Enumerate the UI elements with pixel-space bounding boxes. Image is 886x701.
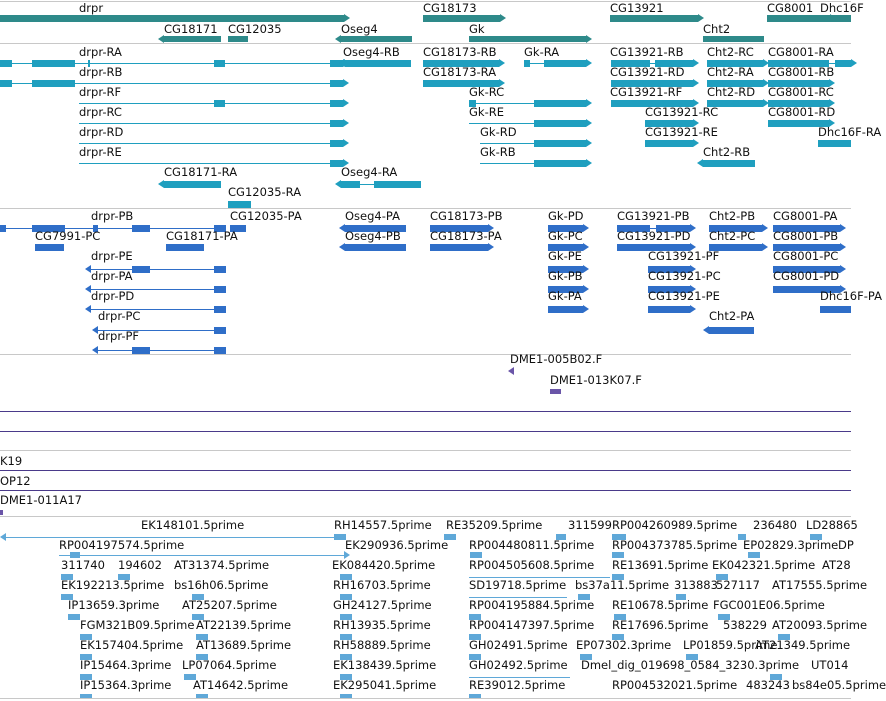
transcript-drpr-RA-exon[interactable]	[32, 60, 75, 67]
est-label[interactable]: AT21349.5prime	[755, 638, 851, 652]
protein-label[interactable]: CG8001-PC	[773, 249, 839, 263]
transcript-CG13921-RE-strand-arrow	[693, 139, 699, 147]
protein-label[interactable]: CG8001-PA	[773, 209, 838, 223]
est-label[interactable]: 311599	[568, 518, 612, 532]
transcript-CG13921-RD-strand-arrow	[693, 79, 699, 87]
transcript-CG13921-RB-strand-arrow	[693, 59, 699, 67]
est-label[interactable]: IP15464.3prime	[80, 658, 172, 672]
protein-label[interactable]: drpr-PB	[91, 209, 134, 223]
est-label[interactable]: UT014	[811, 658, 849, 672]
gene-CG18171-arrow	[158, 35, 164, 43]
protein-drpr-PE-exon[interactable]	[214, 266, 226, 273]
est-label[interactable]: EP07302.3prime	[576, 638, 672, 652]
transcript-Oseg4-RA-exon[interactable]	[341, 181, 360, 188]
est-label[interactable]: 527117	[716, 578, 760, 592]
transcript-label[interactable]: Cht2-RA	[707, 65, 754, 79]
est-label[interactable]: 483243	[746, 678, 790, 692]
protein-Oseg4-PB-exon[interactable]	[345, 244, 406, 251]
transcript-drpr-RF-exon[interactable]	[214, 100, 225, 107]
gene-label[interactable]: Cht2	[703, 22, 731, 36]
transcript-drpr-RA-exon[interactable]	[214, 60, 225, 67]
transcript-drpr-RE-intron	[79, 163, 343, 164]
transcript-Dhc16F-RA-exon[interactable]	[818, 140, 851, 147]
gene-Cht2[interactable]	[703, 36, 764, 42]
est-label[interactable]: RH58889.5prime	[333, 638, 431, 652]
est-label[interactable]: RP004195884.5prime	[469, 598, 595, 612]
est-label[interactable]: RE35209.5prime	[446, 518, 543, 532]
gene-drpr[interactable]	[0, 15, 344, 22]
protein-Gk-PD-strand-arrow	[583, 224, 589, 232]
transcript-drpr-RD-exon[interactable]	[330, 140, 343, 147]
transcript-label[interactable]: drpr-RA	[79, 45, 122, 59]
est-label[interactable]: LP07064.5prime	[182, 658, 277, 672]
protein-CG13921-PB-strand-arrow	[690, 224, 696, 232]
transcript-label[interactable]: Gk-RE	[469, 105, 504, 119]
transcript-label[interactable]: drpr-RB	[79, 65, 123, 79]
track-divider	[0, 450, 851, 451]
est-label[interactable]: RH14557.5prime	[334, 518, 432, 532]
protein-label[interactable]: CG12035-PA	[230, 209, 302, 223]
transcript-Oseg4-RA-exon[interactable]	[374, 181, 421, 188]
est-label[interactable]: AT22139.5prime	[196, 618, 292, 632]
protein-label[interactable]: CG13921-PB	[617, 209, 690, 223]
protein-label[interactable]: Gk-PB	[548, 269, 583, 283]
protein-drpr-PD-exon[interactable]	[214, 306, 226, 313]
est-label[interactable]: EK138439.5prime	[333, 658, 437, 672]
est-label[interactable]: AT25207.5prime	[182, 598, 278, 612]
transcript-drpr-RD-strand-arrow	[343, 139, 349, 147]
est-label[interactable]: GH02491.5prime	[469, 638, 568, 652]
est-label[interactable]: 313883	[674, 578, 718, 592]
est-label[interactable]: GH02492.5prime	[469, 658, 568, 672]
est-label[interactable]: RH13935.5prime	[333, 618, 431, 632]
transcript-label[interactable]: CG18173-RA	[423, 65, 497, 79]
gene-label[interactable]: Dhc16F	[820, 1, 864, 15]
transcript-label[interactable]: CG18171-RA	[164, 165, 238, 179]
gene-CG12035[interactable]	[228, 36, 248, 42]
transcript-Gk-RB-strand-arrow	[586, 159, 592, 167]
protein-Cht2-PA-exon[interactable]	[709, 327, 754, 334]
est-label[interactable]: FGC001E06.5prime	[713, 598, 825, 612]
transcript-drpr-RB-exon[interactable]	[330, 80, 343, 87]
est-label[interactable]: SD19718.5prime	[469, 578, 567, 592]
transcript-Gk-RE-strand-arrow	[586, 119, 592, 127]
protein-CG18173-PA-exon[interactable]	[430, 244, 488, 251]
est-label[interactable]: RP004260989.5prime	[612, 518, 738, 532]
transcript-label[interactable]: Dhc16F-RA	[818, 125, 882, 139]
protein-drpr-PA-exon[interactable]	[214, 286, 226, 293]
transcript-CG18173-RB-strand-arrow	[499, 59, 505, 67]
transcript-drpr-RF-exon[interactable]	[330, 100, 343, 107]
gene-label[interactable]: Oseg4	[341, 22, 378, 36]
transcript-label[interactable]: Gk-RB	[480, 145, 516, 159]
gene-label[interactable]: CG8001	[767, 1, 814, 15]
est-label[interactable]: EK084420.5prime	[332, 558, 436, 572]
gene-CG13921[interactable]	[610, 15, 698, 22]
protein-Gk-PA-strand-arrow	[583, 305, 589, 313]
gene-Gk-arrow	[586, 35, 592, 43]
protein-label[interactable]: CG18173-PB	[430, 209, 503, 223]
transcript-Oseg4-RA-strand-arrow	[335, 180, 341, 188]
gene-Dhc16F[interactable]	[830, 15, 851, 22]
transcript-Gk-RD-strand-arrow	[586, 139, 592, 147]
protein-Cht2-PA-strand-arrow	[703, 326, 709, 334]
transcript-Oseg4-RB-strand-arrow	[339, 59, 345, 67]
protein-label[interactable]: drpr-PE	[91, 249, 133, 263]
transcript-drpr-RC-exon[interactable]	[330, 120, 343, 127]
transcript-label[interactable]: CG13921-RD	[610, 65, 685, 79]
protein-CG13921-PE-exon[interactable]	[648, 306, 690, 313]
transcript-Oseg4-RB-exon[interactable]	[345, 60, 411, 67]
est-label[interactable]: RP004197574.5prime	[59, 538, 185, 552]
est-feature[interactable]	[340, 694, 352, 698]
est-label[interactable]: bs37a11.5prime	[575, 578, 670, 592]
gene-CG8001[interactable]	[767, 15, 830, 22]
track-divider	[0, 516, 851, 517]
est-label[interactable]: bs84e05.5prime	[792, 678, 886, 692]
protein-CG7991-PC-exon[interactable]	[35, 244, 64, 251]
gene-CG18171[interactable]	[164, 36, 221, 42]
est-label[interactable]: RP004147397.5prime	[469, 618, 595, 632]
clone-DME1-005B02.F-arrow	[508, 367, 514, 375]
gene-drpr-arrow	[344, 14, 350, 22]
protein-drpr-PC-exon[interactable]	[214, 327, 226, 334]
protein-Gk-PA-exon[interactable]	[548, 306, 583, 313]
est-label[interactable]: AT17555.5prime	[772, 578, 868, 592]
protein-label[interactable]: CG13921-PD	[617, 229, 691, 243]
transcript-Gk-RD-exon[interactable]	[534, 140, 586, 147]
protein-drpr-PD-strand-arrow	[85, 305, 91, 313]
gene-Oseg4-arrow	[335, 35, 341, 43]
protein-label[interactable]: drpr-PF	[98, 329, 140, 343]
est-line	[59, 555, 344, 556]
protein-label[interactable]: CG13921-PC	[648, 269, 721, 283]
gene-label[interactable]: CG13921	[610, 1, 664, 15]
est-label[interactable]: LD28865	[806, 518, 858, 532]
transcript-label[interactable]: Oseg4-RB	[343, 45, 400, 59]
est-label[interactable]: RE39012.5prime	[469, 678, 566, 692]
est-label[interactable]: LP01859.5prime	[683, 638, 778, 652]
transcript-drpr-RF-strand-arrow	[343, 99, 349, 107]
clone-label[interactable]: DME1-013K07.F	[550, 373, 642, 387]
est-label[interactable]: Dmel_dig_019698_0584_3230.3prime	[581, 658, 800, 672]
est-label[interactable]: AT14642.5prime	[193, 678, 289, 692]
protein-label[interactable]: drpr-PA	[91, 269, 133, 283]
protein-Cht2-PB-strand-arrow	[762, 224, 768, 232]
protein-Cht2-PC-strand-arrow	[762, 243, 768, 251]
est-label[interactable]: EK157404.5prime	[80, 638, 184, 652]
protein-drpr-PB-exon[interactable]	[0, 225, 6, 232]
protein-label[interactable]: Oseg4-PA	[345, 209, 400, 223]
protein-label[interactable]: CG18173-PA	[430, 229, 502, 243]
est-label[interactable]: IP13659.3prime	[68, 598, 160, 612]
clone-line	[0, 411, 851, 412]
transcript-drpr-RB-exon[interactable]	[0, 80, 12, 87]
transcript-Cht2-RB-exon[interactable]	[703, 160, 755, 167]
protein-label[interactable]: drpr-PD	[91, 289, 135, 303]
protein-label[interactable]: CG13921-PF	[648, 249, 720, 263]
protein-label[interactable]: drpr-PC	[98, 309, 141, 323]
gene-label[interactable]: CG18173	[423, 1, 477, 15]
protein-Gk-PE-strand-arrow	[583, 265, 589, 273]
clone-label[interactable]: DME1-011A17	[0, 493, 82, 507]
est-label[interactable]: RE10678.5prime	[612, 598, 709, 612]
gene-label[interactable]: CG18171	[164, 22, 218, 36]
est-label[interactable]: RH16703.5prime	[333, 578, 431, 592]
gene-label[interactable]: Gk	[469, 22, 485, 36]
clone-line	[0, 470, 851, 471]
est-label[interactable]: 538229	[723, 618, 767, 632]
transcript-label[interactable]: drpr-RF	[79, 85, 122, 99]
transcript-label[interactable]: Gk-RA	[524, 45, 560, 59]
est-label[interactable]: AT13689.5prime	[196, 638, 292, 652]
est-label[interactable]: 194602	[118, 558, 162, 572]
transcript-Gk-RA-exon[interactable]	[524, 60, 530, 67]
gene-CG13921-arrow	[698, 14, 704, 22]
transcript-label[interactable]: CG13921-RF	[610, 85, 683, 99]
gene-label[interactable]: CG12035	[228, 22, 282, 36]
transcript-label[interactable]: CG12035-RA	[228, 185, 302, 199]
protein-label[interactable]: Dhc16F-PA	[820, 289, 882, 303]
protein-Oseg4-PB-strand-arrow	[339, 243, 345, 251]
est-label[interactable]: 311740	[61, 558, 105, 572]
protein-label[interactable]: CG13921-PE	[648, 289, 720, 303]
transcript-CG8001-RA-exon[interactable]	[835, 60, 851, 67]
transcript-label[interactable]: CG8001-RD	[768, 105, 836, 119]
clone-line	[0, 431, 851, 432]
transcript-drpr-RF-intron	[79, 103, 343, 104]
est-label[interactable]: 236480	[753, 518, 797, 532]
transcript-drpr-RD-intron	[79, 143, 343, 144]
est-label[interactable]: RE13691.5prime	[612, 558, 709, 572]
transcript-CG8001-RA-strand-arrow	[851, 59, 857, 67]
protein-Gk-PB-strand-arrow	[583, 285, 589, 293]
clone-label[interactable]: K19	[0, 454, 23, 468]
protein-CG18171-PA-exon[interactable]	[166, 244, 204, 251]
transcript-drpr-RC-strand-arrow	[343, 119, 349, 127]
clone-DME1-011A17[interactable]	[0, 510, 3, 515]
transcript-label[interactable]: drpr-RE	[79, 145, 122, 159]
gene-CG18173-arrow	[500, 14, 506, 22]
protein-CG8001-PC-strand-arrow	[840, 265, 846, 273]
protein-drpr-PF-exon[interactable]	[132, 347, 150, 354]
gene-Gk[interactable]	[469, 36, 586, 42]
transcript-CG18171-RA-exon[interactable]	[164, 181, 221, 188]
transcript-label[interactable]: Gk-RC	[469, 85, 505, 99]
protein-label[interactable]: Gk-PD	[548, 209, 584, 223]
transcript-CG18171-RA-strand-arrow	[158, 180, 164, 188]
protein-label[interactable]: Cht2-PC	[709, 229, 756, 243]
est-label[interactable]: DP	[838, 538, 854, 552]
clone-line	[0, 490, 851, 491]
transcript-label[interactable]: CG13921-RC	[645, 105, 719, 119]
transcript-Gk-RC-exon[interactable]	[534, 100, 586, 107]
est-label[interactable]: EK290936.5prime	[345, 538, 449, 552]
est-label[interactable]: RP004532021.5prime	[612, 678, 738, 692]
clone-label[interactable]: DME1-005B02.F	[510, 352, 603, 366]
track-divider	[0, 43, 851, 44]
est-label[interactable]: EK042321.5prime	[712, 558, 816, 572]
protein-CG8001-PA-strand-arrow	[840, 224, 846, 232]
transcript-drpr-RB-strand-arrow	[343, 79, 349, 87]
est-label[interactable]: EP02829.3prime	[743, 538, 839, 552]
protein-label[interactable]: CG18171-PA	[166, 229, 238, 243]
transcript-Gk-RA-exon[interactable]	[544, 60, 586, 67]
transcript-label[interactable]: CG8001-RB	[768, 65, 835, 79]
protein-CG8001-PB-strand-arrow	[840, 243, 846, 251]
transcript-Cht2-RB-strand-arrow	[697, 159, 703, 167]
est-label[interactable]: RE17696.5prime	[612, 618, 709, 632]
track-divider	[0, 698, 851, 699]
transcript-drpr-RA-exon[interactable]	[0, 60, 12, 67]
est-label[interactable]: EK148101.5prime	[141, 518, 245, 532]
transcript-label[interactable]: CG8001-RC	[768, 85, 834, 99]
transcript-label[interactable]: Cht2-RC	[707, 45, 754, 59]
protein-label[interactable]: Gk-PC	[548, 229, 583, 243]
est-label[interactable]: IP15364.3prime	[80, 678, 172, 692]
protein-CG13921-PE-strand-arrow	[690, 305, 696, 313]
transcript-label[interactable]: CG13921-RE	[645, 125, 718, 139]
protein-label[interactable]: CG8001-PB	[773, 229, 839, 243]
protein-drpr-PE-exon[interactable]	[132, 266, 150, 273]
gene-Oseg4[interactable]	[341, 36, 412, 42]
protein-drpr-PF-strand-arrow	[92, 346, 98, 354]
transcript-label[interactable]: drpr-RD	[79, 125, 124, 139]
est-label[interactable]: EK295041.5prime	[333, 678, 437, 692]
est-feature[interactable]	[68, 614, 80, 620]
est-label[interactable]: RP004480811.5prime	[469, 538, 595, 552]
clone-label[interactable]: OP12	[0, 474, 31, 488]
protein-CG18173-PA-strand-arrow	[488, 243, 494, 251]
protein-Dhc16F-PA-exon[interactable]	[820, 306, 851, 313]
est-label[interactable]: FGM321B09.5prime	[80, 618, 195, 632]
protein-label[interactable]: Cht2-PB	[709, 209, 756, 223]
est-feature[interactable]	[196, 694, 208, 698]
protein-label[interactable]: Oseg4-PB	[345, 229, 401, 243]
transcript-label[interactable]: drpr-RC	[79, 105, 122, 119]
est-feature[interactable]	[80, 694, 92, 698]
transcript-CG13921-RE-exon[interactable]	[645, 140, 693, 147]
transcript-label[interactable]: Gk-RD	[480, 125, 517, 139]
est-label[interactable]: RP004373785.5prime	[612, 538, 738, 552]
est-label[interactable]: AT31374.5prime	[174, 558, 270, 572]
est-label[interactable]: AT20093.5prime	[772, 618, 868, 632]
protein-label[interactable]: CG8001-PD	[773, 269, 840, 283]
transcript-drpr-RB-exon[interactable]	[32, 80, 75, 87]
transcript-label[interactable]: Cht2-RB	[703, 145, 751, 159]
transcript-Gk-RA-strand-arrow	[586, 59, 592, 67]
transcript-label[interactable]: CG13921-RB	[610, 45, 684, 59]
transcript-Gk-RE-exon[interactable]	[534, 120, 586, 127]
transcript-label[interactable]: CG8001-RA	[768, 45, 834, 59]
track-divider	[0, 354, 851, 355]
protein-Gk-PC-strand-arrow	[583, 243, 589, 251]
est-label[interactable]: AT28	[822, 558, 851, 572]
transcript-label[interactable]: Cht2-RD	[707, 85, 756, 99]
protein-label[interactable]: Gk-PE	[548, 249, 582, 263]
gene-CG18173[interactable]	[423, 15, 500, 22]
transcript-label[interactable]: Oseg4-RA	[341, 165, 398, 179]
est-feature[interactable]	[469, 694, 481, 698]
transcript-CG12035-RA-exon[interactable]	[228, 201, 251, 208]
protein-drpr-PB-exon[interactable]	[132, 225, 150, 232]
gene-label[interactable]: drpr	[79, 1, 104, 15]
protein-drpr-PF-exon[interactable]	[214, 347, 226, 354]
est-label[interactable]: RP004505608.5prime	[469, 558, 595, 572]
protein-drpr-PF-intron	[98, 350, 226, 351]
protein-label[interactable]: Cht2-PA	[709, 309, 755, 323]
protein-label[interactable]: CG7991-PC	[35, 229, 101, 243]
est-label[interactable]: GH24127.5prime	[333, 598, 432, 612]
protein-label[interactable]: Gk-PA	[548, 289, 582, 303]
transcript-label[interactable]: CG18173-RB	[423, 45, 497, 59]
transcript-Gk-RB-exon[interactable]	[534, 160, 586, 167]
est-label[interactable]: EK192213.5prime	[61, 578, 165, 592]
transcript-Gk-RC-strand-arrow	[586, 99, 592, 107]
clone-DME1-013K07.F[interactable]	[550, 389, 561, 394]
est-label[interactable]: bs16h06.5prime	[174, 578, 269, 592]
transcript-drpr-RC-intron	[79, 123, 343, 124]
